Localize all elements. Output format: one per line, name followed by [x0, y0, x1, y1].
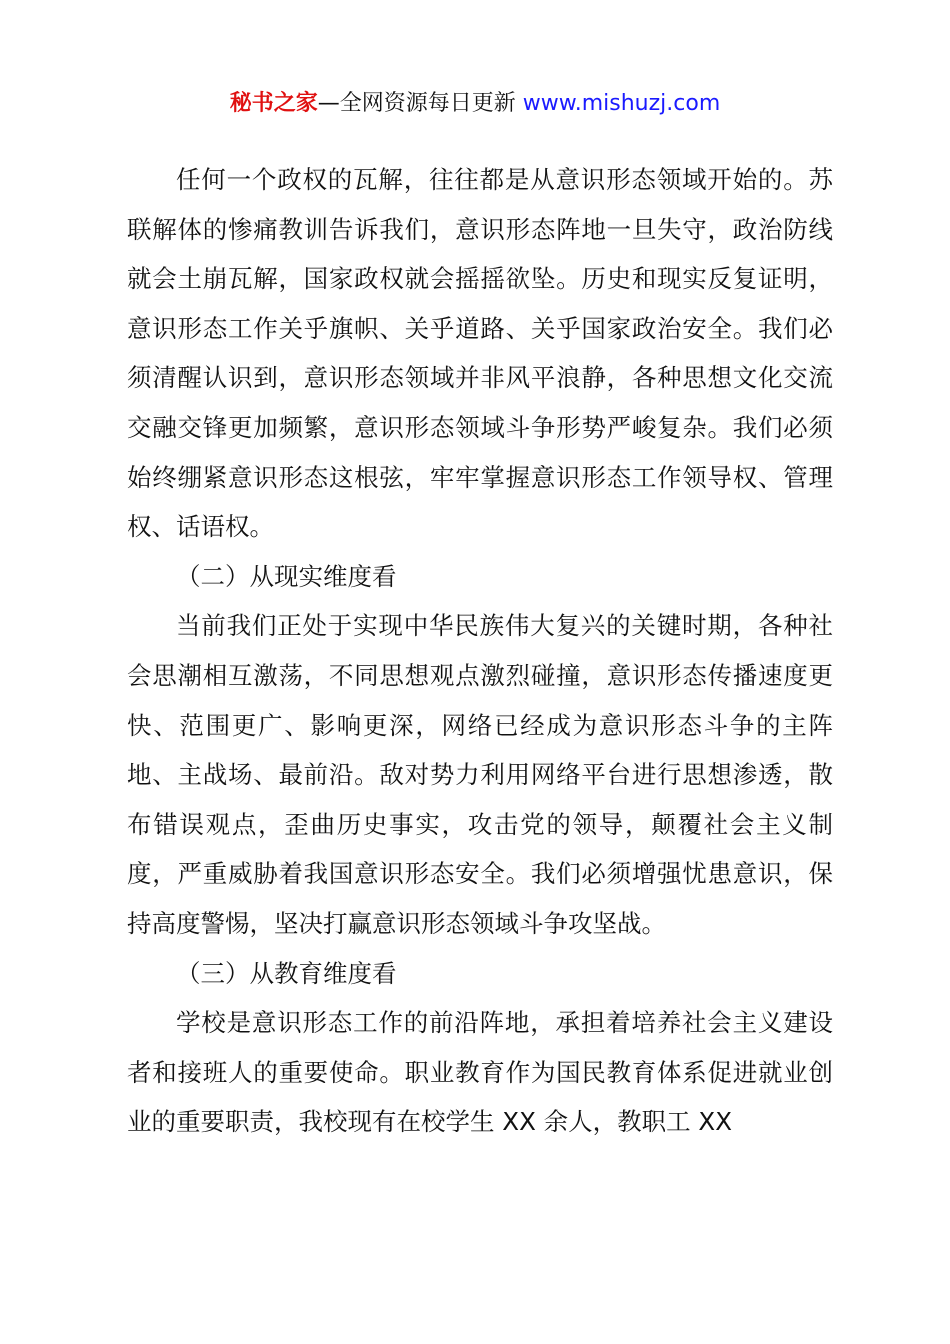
document-body	[127, 155, 833, 1147]
header-tagline: —全网资源每日更新	[317, 91, 516, 116]
paragraph: 学校是意识形态工作的前沿阵地，承担着培养社会主义建设者和接班人的重要使命。职业教育作为国民教育体系促进就业创业的重要职责，我校现有在校学生 XX 余人，教职工 XX	[127, 1008, 833, 1137]
section-heading: （二）从现实维度看	[176, 561, 397, 591]
brand-name: 秘书之家	[229, 91, 318, 116]
paragraph: 任何一个政权的瓦解，往往都是从意识形态领域开始的。苏联解体的惨痛教训告诉我们，意识形态阵地一旦失守，政治防线就会土崩瓦解，国家政权就会摇摇欲坠。历史和现实反复证明，意识形态工作关乎旗帜、关乎道路、关乎国家政治安全。我们必须清醒认识到，意识形态领域并非风平浪静，各种思想文化交流交融交锋更加频繁，意识形态领域斗争形势严峻复杂。我们必须始终绷紧意识形态这根弦，牢牢掌握意识形态工作领导权、管理权、话语权。	[127, 165, 833, 542]
paragraph: 当前我们正处于实现中华民族伟大复兴的关键时期，各种社会思潮相互激荡，不同思想观点激烈碰撞，意识形态传播速度更快、范围更广、影响更深，网络已经成为意识形态斗争的主阵地、主战场、最前沿。敌对势力利用网络平台进行思想渗透，散布错误观点，歪曲历史事实，攻击党的领导，颠覆社会主义制度，严重威胁着我国意识形态安全。我们必须增强忧患意识，保持高度警惕，坚决打赢意识形态领域斗争攻坚战。	[127, 611, 833, 938]
site-url[interactable]: www.mishuzj.com	[522, 91, 721, 116]
section-heading: （三）从教育维度看	[176, 958, 397, 988]
page-header	[0, 86, 950, 122]
